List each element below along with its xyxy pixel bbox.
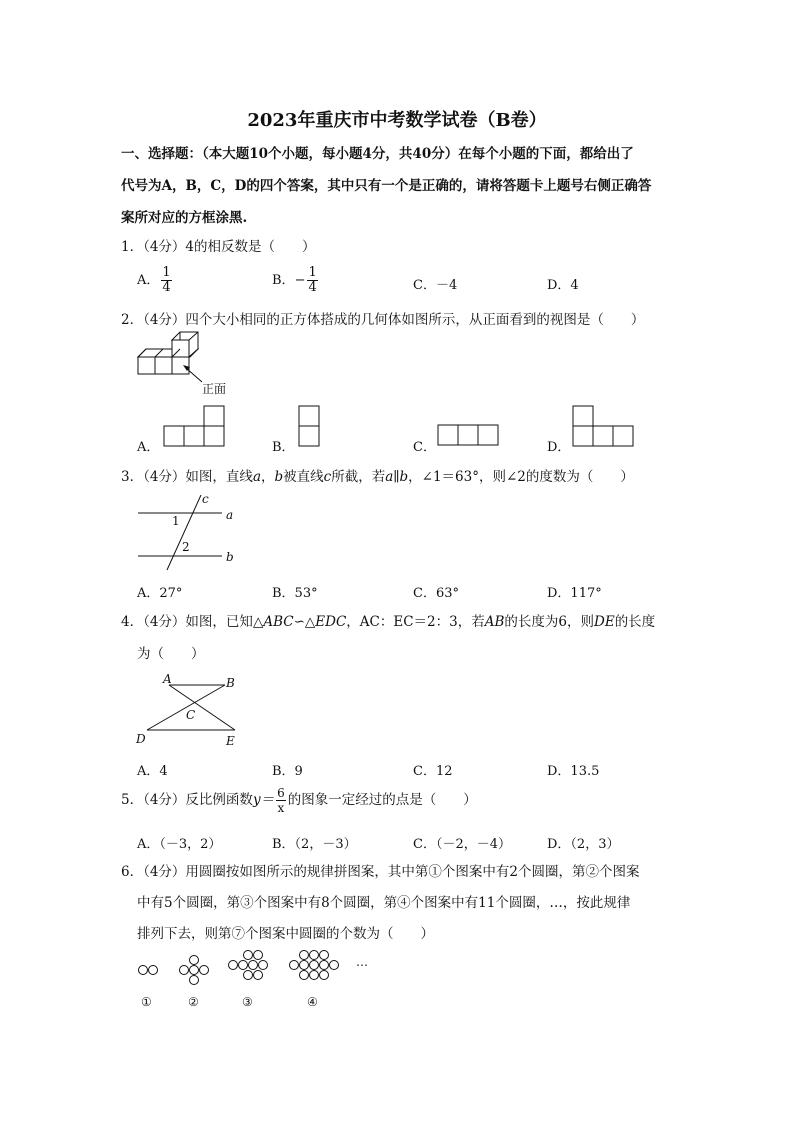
q3-stem: 3．（4分）如图，直线a，b被直线c所截，若a∥b，∠1＝63°，则∠2的度数为（ ） (121, 469, 634, 485)
q4-option-a: A．4 (137, 764, 168, 779)
svg-text:2: 2 (182, 540, 190, 554)
q6-stem-line3: 排列下去，则第⑦个图案中圆圈的个数为（ ） (137, 926, 434, 942)
svg-text:1: 1 (172, 514, 180, 528)
q4-figure (136, 672, 246, 748)
q2-option-b-view (298, 407, 322, 449)
q2-option-c-label: C． (413, 440, 436, 455)
q4-option-b: B．9 (272, 764, 303, 779)
q3-option-a: A．27° (137, 586, 183, 601)
q2-front-label: 正面 (202, 382, 227, 396)
svg-text:b: b (226, 550, 234, 564)
q5-option-a: A．（－3，2） (137, 837, 222, 852)
section-instructions-line1: 一、选择题：（本大题10个小题，每小题4分，共40分）在每个小题的下面，都给出了 (121, 146, 634, 162)
svg-text:D: D (136, 732, 146, 746)
q3-option-c: C．63° (413, 586, 459, 601)
q6-pattern-label: ① (141, 995, 152, 1009)
q4-option-c: C．12 (413, 764, 453, 779)
q5-option-c: C．（－2，－4） (413, 837, 511, 852)
q2-option-a-label: A． (137, 440, 160, 455)
q4-stem: 4．（4分）如图，已知△ABC∽△EDC，AC：EC＝2：3，若AB的长度为6，则DE的长度 (121, 614, 656, 630)
q1-option-b: B．− $\frac{1}{4}$ (272, 265, 317, 295)
section-instructions-line2: 代号为A，B，C，D的四个答案，其中只有一个是正确的，请将答题卡上题号右侧正确答 (121, 178, 652, 194)
q5-stem: 5．（4分）反比例函数y＝ $\frac{6}{x}$ 的图象一定经过的点是（ ） (121, 786, 477, 815)
q5-option-b: B．（2，－3） (272, 837, 357, 852)
q2-stem: 2．（4分）四个大小相同的正方体搭成的几何体如图所示，从正面看到的视图是（ ） (121, 312, 645, 328)
svg-text:B: B (226, 676, 235, 690)
q1-option-a: A． $\frac{1}{4}$ (137, 265, 171, 295)
q2-option-a-view (163, 407, 225, 449)
q2-option-d-view (572, 407, 634, 449)
q1-stem: 1．（4分）4的相反数是（ ） (121, 239, 316, 255)
q6-stem-line2: 中有5个圆圈，第③个图案中有8个圆圈，第④个图案中有11个圆圈，…，按此规律 (137, 895, 631, 911)
q6-stem-line1: 6．（4分）用圆圈按如图所示的规律拼图案，其中第①个图案中有2个圆圈，第②个图案 (121, 864, 640, 880)
svg-text:…: … (356, 955, 368, 969)
q1-option-d: D．4 (547, 278, 579, 293)
q4-stem-line2: 为（ ） (137, 646, 205, 662)
q1-option-c: C．－4 (413, 278, 458, 293)
q3-figure (138, 490, 248, 570)
page-title: 2023年重庆市中考数学试卷（B卷） (247, 110, 547, 131)
svg-text:a: a (226, 508, 234, 522)
svg-text:C: C (186, 708, 196, 722)
q3-option-d: D．117° (547, 586, 602, 601)
q3-option-b: B．53° (272, 586, 318, 601)
svg-text:E: E (226, 734, 235, 748)
q2-option-b-label: B． (272, 440, 295, 455)
q6-pattern-label: ④ (307, 995, 318, 1009)
section-instructions-line3: 案所对应的方框涂黑. (121, 210, 248, 226)
svg-text:c: c (202, 492, 209, 506)
q6-pattern-label: ③ (242, 995, 253, 1009)
svg-text:A: A (163, 672, 172, 686)
q4-option-d: D．13.5 (547, 764, 600, 779)
q2-option-c-view (437, 424, 499, 448)
q2-solid-figure (130, 332, 240, 398)
q5-option-d: D．（2，3） (547, 837, 620, 852)
q6-circle-patterns (136, 948, 376, 1018)
q6-pattern-label: ② (188, 995, 199, 1009)
q2-option-d-label: D． (547, 440, 571, 455)
